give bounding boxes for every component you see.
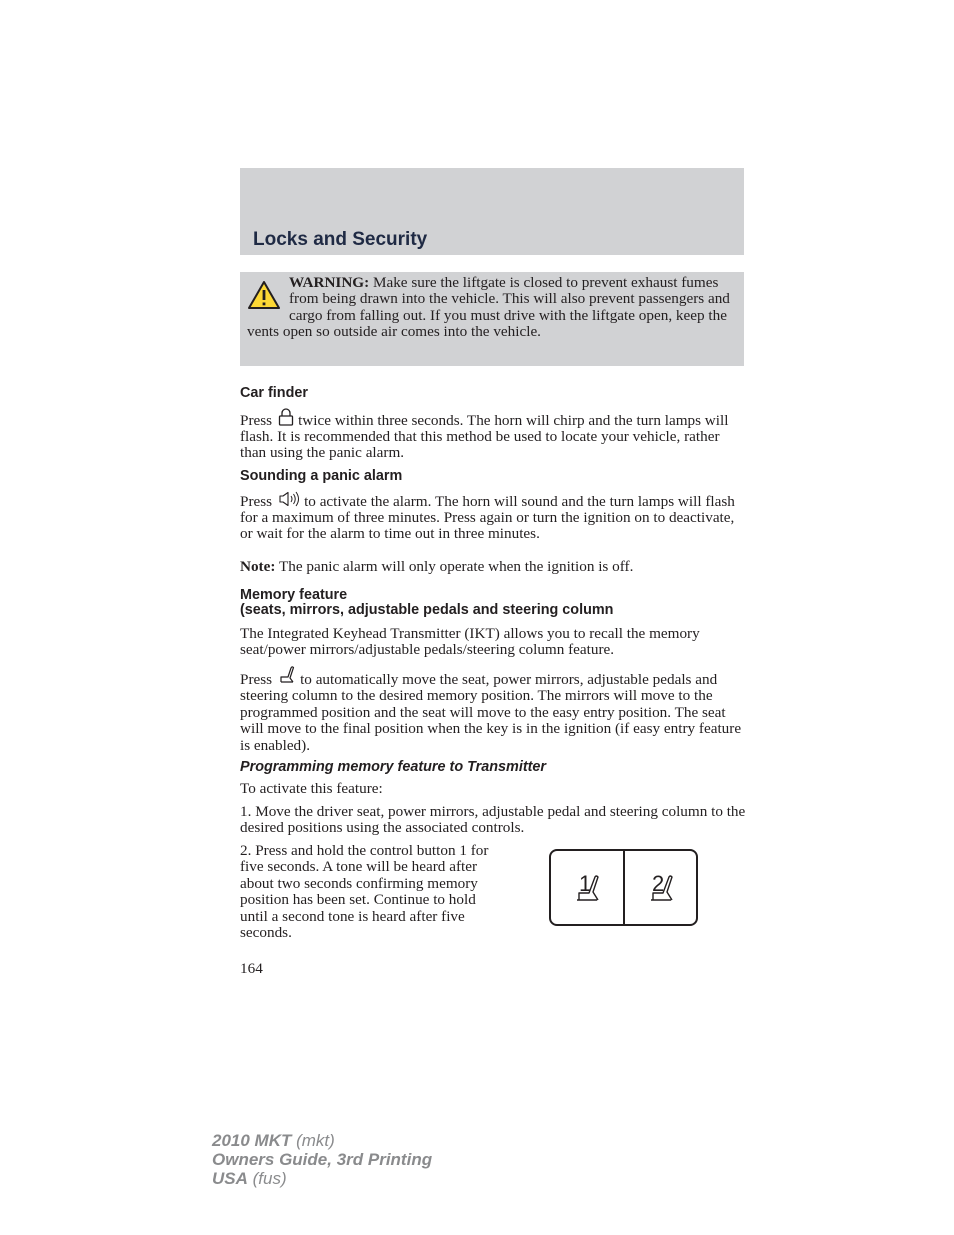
memory-buttons-panel bbox=[549, 849, 698, 926]
panic-note-text: The panic alarm will only operate when the ignition is off. bbox=[275, 558, 634, 575]
memory-heading-line1: Memory feature bbox=[240, 587, 348, 603]
warning-text: Make sure the liftgate is closed to prevent exhaust fumes from being drawn into the vehicle. This will also prevent passengers and cargo from falling out. If you must drive with the liftgate open, keep the vents open so outside air comes into the vehicle. bbox=[247, 274, 730, 341]
panic-alarm-text bbox=[240, 491, 746, 542]
car-finder-body: twice within three seconds. The horn will chirp and the turn lamps will flash. It is recommended that this method be used to locate your vehicle, rather than using the panic alarm. bbox=[240, 412, 729, 461]
memory-button-1-label: 1 bbox=[579, 871, 592, 896]
activate-text: To activate this feature: bbox=[240, 780, 383, 797]
panic-alarm-heading: Sounding a panic alarm bbox=[240, 468, 403, 484]
footer-model-code: (mkt) bbox=[291, 1131, 335, 1150]
page-title: Locks and Security bbox=[253, 229, 428, 250]
lock-icon bbox=[278, 408, 294, 426]
seat-1-icon bbox=[551, 851, 623, 924]
programming-subheading: Programming memory feature to Transmitter bbox=[240, 759, 547, 775]
memory-heading-line2: (seats, mirrors, adjustable pedals and steering column bbox=[240, 602, 614, 618]
panic-press: Press bbox=[240, 493, 273, 510]
seat-2-icon bbox=[625, 851, 697, 924]
panic-note-label: Note: bbox=[240, 558, 276, 575]
car-finder-heading: Car finder bbox=[240, 385, 308, 401]
footer-guide: Owners Guide, 3rd Printing bbox=[212, 1150, 433, 1169]
seat-memory-icon bbox=[278, 665, 296, 685]
car-finder-text bbox=[240, 408, 746, 461]
section-header-band bbox=[240, 168, 744, 255]
memory-button-2-label: 2 bbox=[652, 871, 665, 896]
warning-triangle-icon bbox=[247, 280, 281, 310]
memory-feature-heading bbox=[240, 588, 613, 618]
panic-note bbox=[240, 559, 746, 575]
memory-body: to automatically move the seat, power mirrors, adjustable pedals and steering column to the desired memory position. The mirrors will move to the programmed position and the seat will move to the easy entry position. The seat will move to the final position when the key is in the ignition (if easy entry feature is enabled). bbox=[240, 671, 742, 754]
footer-model: 2010 MKT bbox=[212, 1131, 292, 1150]
memory-button-2[interactable] bbox=[625, 851, 697, 924]
warning-label: WARNING: bbox=[289, 274, 370, 291]
memory-press: Press bbox=[240, 671, 273, 688]
step-2: 2. Press and hold the control button 1 for five seconds. A tone will be heard after about two seconds confirming memory position has been set. Continue to hold until a second tone is heard after five seconds. bbox=[240, 842, 489, 942]
panic-body: to activate the alarm. The horn will sound and the turn lamps will flash for a maximum of three minutes. Press again or turn the ignition on to deactivate, or wait for the alarm to time out in three minutes. bbox=[240, 493, 735, 542]
car-finder-press: Press bbox=[240, 412, 273, 429]
footer-region-code: (fus) bbox=[247, 1169, 287, 1188]
footer-region: USA bbox=[212, 1169, 248, 1188]
step-1: 1. Move the driver seat, power mirrors, adjustable pedal and steering column to the desired positions using the associated controls. bbox=[240, 803, 746, 836]
memory-press-text bbox=[240, 665, 746, 754]
page-number: 164 bbox=[240, 960, 263, 977]
document-footer bbox=[212, 1131, 432, 1188]
horn-icon bbox=[278, 491, 300, 507]
memory-intro: The Integrated Keyhead Transmitter (IKT) allows you to recall the memory seat/power mirrors/adjustable pedals/steering column feature. bbox=[240, 625, 700, 658]
warning-box bbox=[240, 272, 744, 366]
memory-button-1[interactable] bbox=[551, 851, 623, 924]
